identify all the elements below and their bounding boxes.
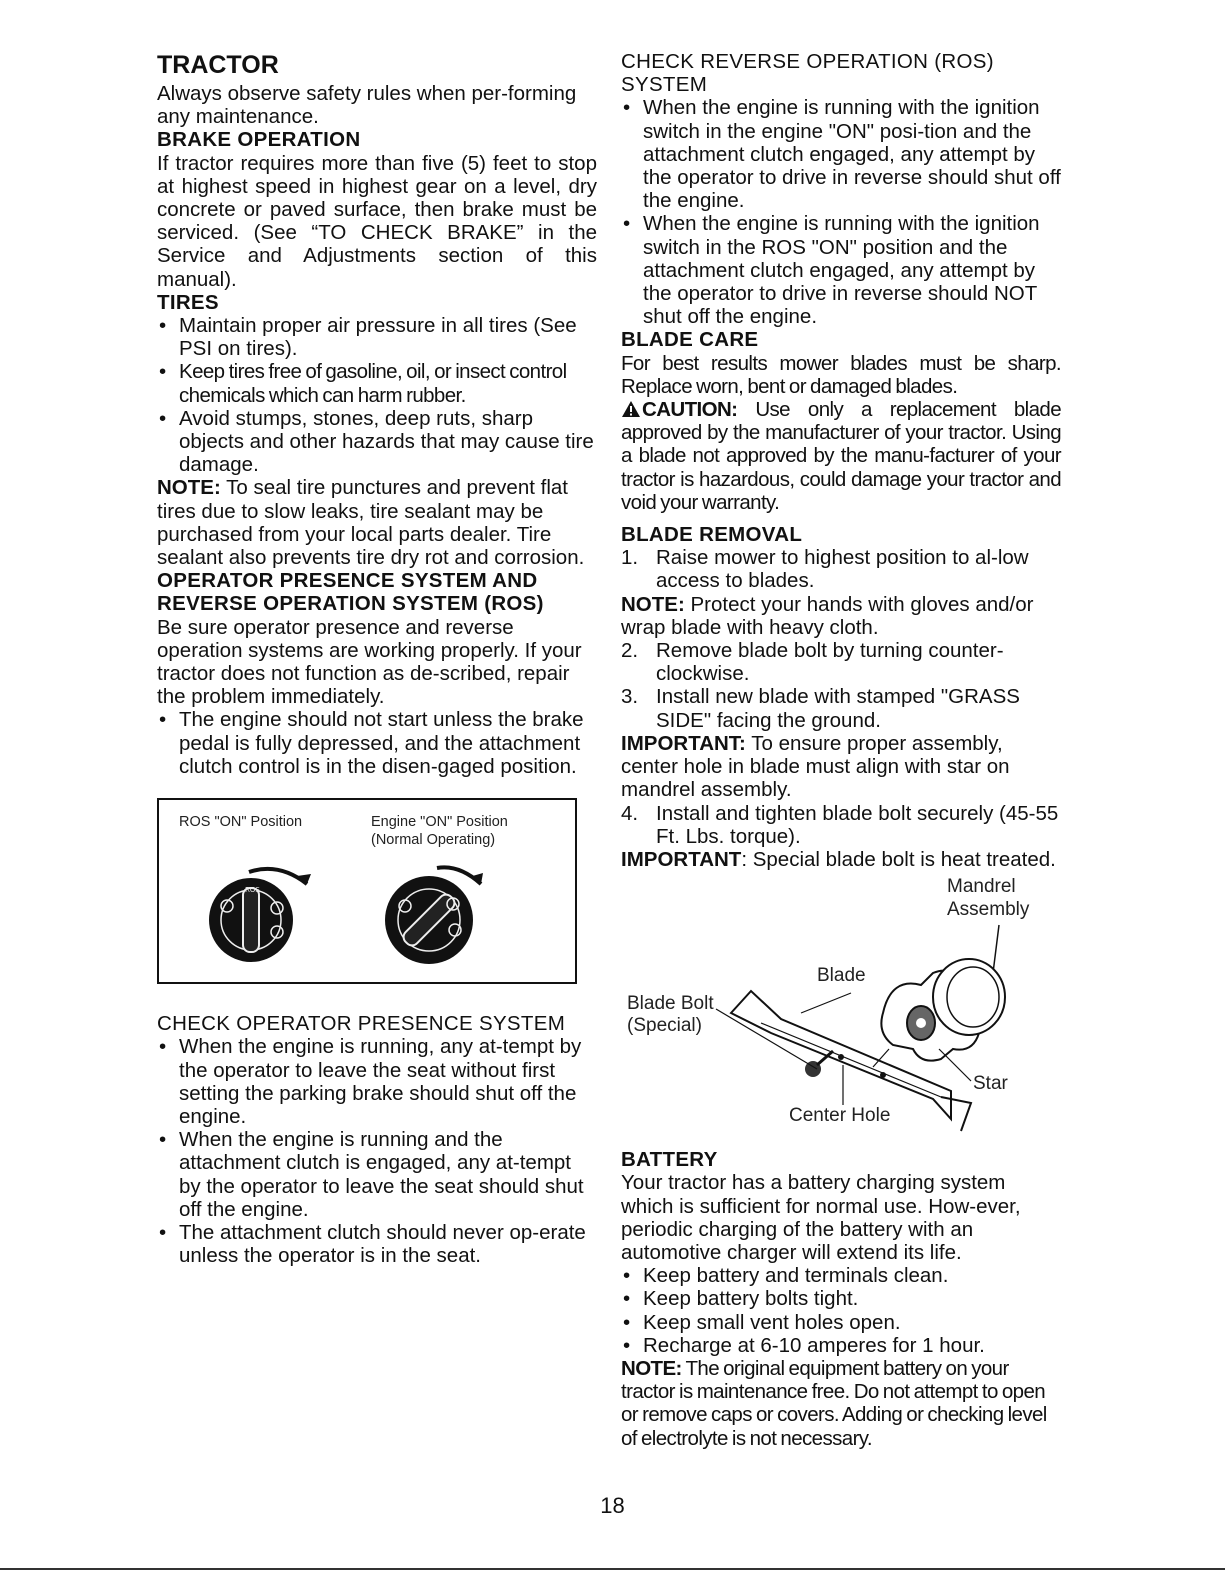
- section-title: TRACTOR: [157, 51, 279, 79]
- brake-heading: BRAKE OPERATION: [157, 128, 361, 152]
- list-item: • Maintain proper air pressure in all tires (See PSI on tires).: [157, 314, 597, 360]
- brake-text: If tractor requires more than five (5) feet to stop at highest speed in highest gear on a level, dry concrete or paved surface, then brake must be serviced. (See “TO CHECK BRAKE” in the Service and Adjustments section of this manual).: [157, 151, 597, 291]
- caution-text: Use only a replacement blade approved by the manufacturer of your tractor. Using a blade not approved by the manu-facturer of your tractor is hazardous, could damage your tractor and void your warranty.: [621, 398, 1061, 514]
- check-operator-heading: CHECK OPERATOR PRESENCE SYSTEM: [157, 1012, 566, 1036]
- important-label: IMPORTANT: [621, 847, 742, 871]
- battery-list: [621, 1264, 1061, 1357]
- note-label: NOTE:: [621, 592, 685, 616]
- list-item: • The attachment clutch should never op-erate unless the operator is in the seat.: [157, 1221, 597, 1267]
- list-item: • Keep battery and terminals clean.: [621, 1264, 1061, 1287]
- ops-text: Be sure operator presence and reverse operation systems are working properly. If your tractor does not function as de-scribed, repair the problem immediately.: [157, 615, 582, 709]
- caution-label: CAUTION:: [642, 398, 738, 422]
- caution-paragraph: [621, 398, 1061, 514]
- battery-text: Your tractor has a battery charging system which is sufficient for normal use. How-ever, periodic charging of the battery with an automotive charger will extend its life.: [621, 1171, 1021, 1264]
- tire-note: [157, 476, 597, 569]
- warning-triangle-icon: [621, 400, 641, 418]
- page-number: 18: [600, 1493, 625, 1518]
- ignition-figure: [157, 798, 577, 984]
- note-text: The original equipment battery on your tractor is maintenance free. Do not attempt to open or remove caps or covers. Adding or checking level of electrolyte is not necessary.: [621, 1356, 1047, 1450]
- important-assembly: [621, 732, 1061, 802]
- step-text: Install and tighten blade bolt securely (45-55 Ft. Lbs. torque).: [656, 801, 1059, 848]
- ignition-switch-drawing: [159, 800, 575, 982]
- list-item: • Keep tires free of gasoline, oil, or insect control chemicals which can harm rubber.: [157, 360, 597, 406]
- list-item: • When the engine is running with the ignition switch in the engine "ON" posi-tion and the attachment clutch engaged, any attempt by the operator to drive in reverse should shut off the engine.: [621, 96, 1061, 212]
- blade-note: [621, 593, 1061, 639]
- blade-care-heading: BLADE CARE: [621, 328, 759, 352]
- list-item: [621, 546, 1061, 592]
- important-text: To ensure proper assembly, center hole in blade must align with star on mandrel assembly.: [621, 731, 1010, 802]
- list-item: • When the engine is running with the ignition switch in the ROS "ON" position and the attachment clutch engaged, any attempt by the operator to drive in reverse should NOT shut off the engine.: [621, 212, 1061, 328]
- note-text: To seal tire punctures and prevent flat tires due to slow leaks, tire sealant may be purchased from your local parts dealer. Tire sealant also prevents tire dry rot and corrosion.: [157, 476, 585, 570]
- blade-bolt-label-1: Blade Bolt: [627, 993, 714, 1015]
- step-number: 2.: [621, 639, 639, 663]
- mandrel-icon: [881, 959, 1005, 1061]
- blade-care-text: For best results mower blades must be sharp. Replace worn, bent or damaged blades.: [621, 351, 1061, 398]
- blade-removal-step-4: [621, 802, 1061, 848]
- engine-on-sublabel: (Normal Operating): [371, 832, 496, 849]
- check-operator-list: [157, 1035, 597, 1267]
- important-heat-treated: [621, 848, 1061, 871]
- ops-list: [157, 708, 597, 778]
- list-item: [621, 802, 1061, 848]
- note-text: Protect your hands with gloves and/or wrap blade with heavy cloth.: [621, 592, 1034, 639]
- step-text: Install new blade with stamped "GRASS SIDE" facing the ground.: [656, 685, 1020, 732]
- check-operator-section: [157, 1012, 597, 1267]
- list-item: • Keep small vent holes open.: [621, 1311, 1061, 1334]
- list-item: [621, 639, 1061, 685]
- blade-removal-steps-2-3: [621, 639, 1061, 732]
- list-item: • Recharge at 6-10 amperes for 1 hour.: [621, 1334, 1061, 1357]
- blade-bolt-label-2: (Special): [627, 1015, 702, 1037]
- svg-text:ROS: ROS: [245, 886, 260, 895]
- battery-note: [621, 1357, 1061, 1450]
- step-number: 1.: [621, 546, 639, 570]
- engine-on-label: Engine "ON" Position: [371, 814, 508, 831]
- tires-list: [157, 314, 597, 476]
- ros-on-label: ROS "ON" Position: [179, 814, 303, 831]
- star-label: Star: [973, 1073, 1008, 1095]
- left-column: [157, 50, 597, 1267]
- list-item: [621, 685, 1061, 731]
- mandrel-label-1: Mandrel: [947, 876, 1016, 898]
- blade-removal-heading: BLADE REMOVAL: [621, 523, 803, 547]
- list-item: • The engine should not start unless the brake pedal is fully depressed, and the attachment clutch control is in the disen-gaged position.: [157, 708, 597, 778]
- note-label: NOTE:: [621, 1356, 682, 1380]
- important-label: IMPORTANT:: [621, 731, 746, 755]
- note-label: NOTE:: [157, 476, 221, 500]
- tires-heading: TIRES: [157, 290, 219, 314]
- list-item: • Avoid stumps, stones, deep ruts, sharp objects and other hazards that may cause tire damage.: [157, 407, 597, 477]
- center-hole-label: Center Hole: [789, 1105, 891, 1127]
- ops-heading-line1: OPERATOR PRESENCE SYSTEM AND: [157, 569, 538, 593]
- step-number: 4.: [621, 801, 639, 825]
- ops-heading-line2: REVERSE OPERATION SYSTEM (ROS): [157, 592, 544, 616]
- check-ros-list: [621, 96, 1061, 328]
- intro-text: Always observe safety rules when per-forming any maintenance.: [157, 82, 577, 129]
- step-text: Raise mower to highest position to al-low access to blades.: [656, 546, 1029, 593]
- important-text: : Special blade bolt is heat treated.: [741, 847, 1056, 871]
- list-item: • When the engine is running and the attachment clutch is engaged, any at-tempt by the operator to leave the seat should shut off the engine.: [157, 1128, 597, 1221]
- battery-heading: BATTERY: [621, 1148, 718, 1172]
- blade-label: Blade: [817, 965, 866, 987]
- step-text: Remove blade bolt by turning counter-clockwise.: [656, 639, 1004, 686]
- list-item: • Keep battery bolts tight.: [621, 1287, 1061, 1310]
- mandrel-label-2: Assembly: [947, 899, 1030, 921]
- right-column: [621, 50, 1061, 1450]
- blade-assembly-diagram: [621, 873, 1061, 1148]
- step-number: 3.: [621, 685, 639, 709]
- page-bottom-rule: [0, 1568, 1225, 1570]
- blade-removal-step-1: [621, 546, 1061, 592]
- engine-switch-icon: [385, 867, 483, 964]
- ros-switch-icon: [209, 869, 311, 962]
- list-item: • When the engine is running, any at-tempt by the operator to leave the seat without first setting the parking brake should shut off the engine.: [157, 1035, 597, 1128]
- check-ros-heading: CHECK REVERSE OPERATION (ROS) SYSTEM: [621, 50, 994, 97]
